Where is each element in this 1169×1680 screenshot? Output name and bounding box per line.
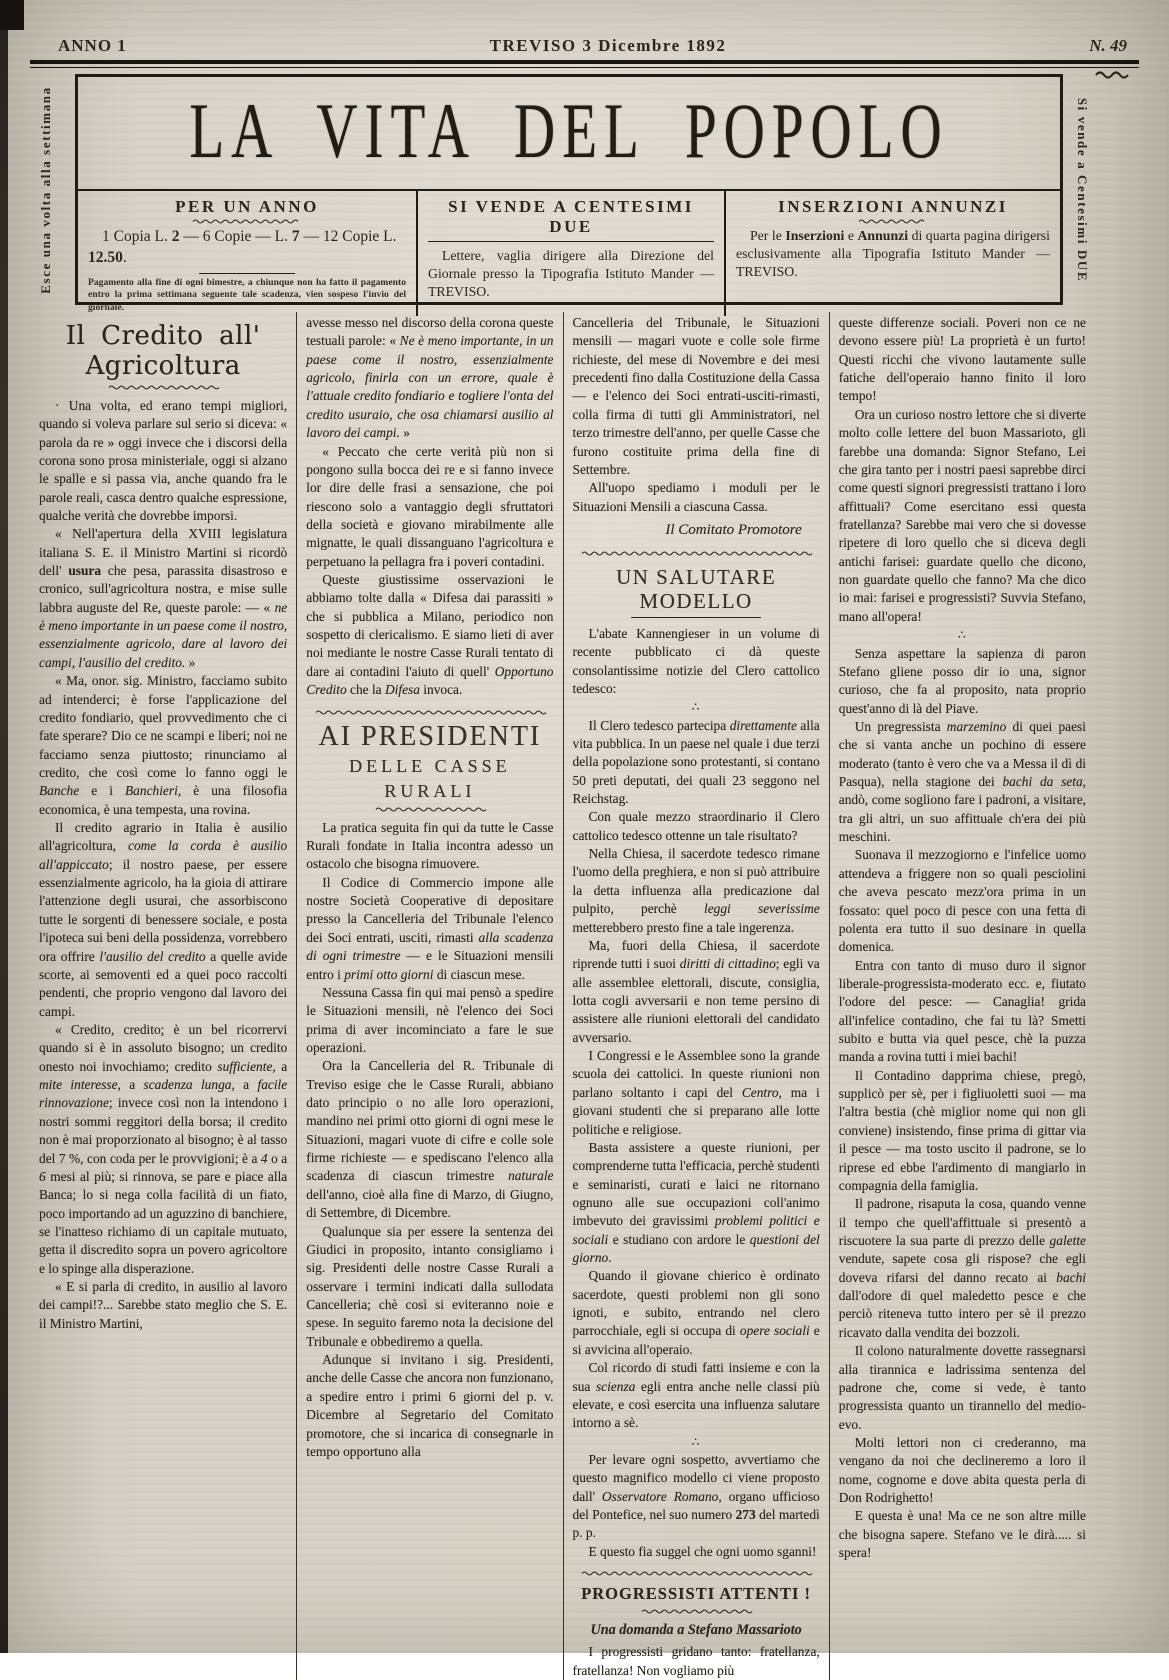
price-box [416,191,724,316]
paragraph: E questa è una! Ma ce ne son altre mille che bisogna sapere. Stefano ve le dirà..... si spera! [838,1508,1086,1561]
paragraph: Quando il giovane chierico è ordinato sacerdote, questi problemi non gli sono ignoti, e subito, entrando nel clero parrocchiale, egli si occupa di opere sociali e si avvicina all'operaio. [572,1268,820,1357]
squiggle-rule-icon [192,218,302,225]
section-dots-separator: ∴ [958,628,967,643]
issue-date: TREVISO 3 Dicembre 1892 [489,36,727,55]
wavy-rule-icon [641,1608,751,1615]
paragraph: All'uopo spediamo i moduli per le Situazioni Mensili a ciascuna Cassa. [572,480,820,514]
wavy-rule-icon [315,709,545,716]
paragraph-continuation: avesse messo nel discorso della corona queste testuali parole: « Ne è meno importante, in un paese come il nostro, essenzialmente agricolo, finirla con un errore, quale è l'attuale credito fondiario e togliere l'onta del credito usuraio, che osa chiamarsi ausilio al lavoro dei campi. » [306,315,554,441]
paragraph: Qualunque sia per essere la sentenza dei Giudici in proposito, intanto consigliamo i sig. Presidenti delle nostre Casse Rurali a osservare i termini indicati dalla sullodata Cancelleria; chè così si eviteranno noie e spese. In seguito faremo nota la decisione del Tribunale e obbediremo a quella. [306,1223,554,1349]
signature: Il Comitato Promotore [665,521,802,538]
issue-number: N. 49 [1089,36,1127,55]
paragraph: Queste giustissime osservazioni le abbiamo tolte dalla « Difesa dai parassiti » che si pubblica a Milano, periodico non sospetto di clericalismo. E siamo lieti di aver noi mediante le nostre Casse Rurali tentato di dare ai contadini l'aiuto di quell' Opportuno Credito che la Difesa invoca. [306,572,554,698]
squiggle-rule-icon [858,218,928,225]
scan-edge-strip [0,0,8,1653]
subscription-title: PER UN ANNO [175,197,319,216]
paragraph: Con quale mezzo straordinario il Clero cattolico tedesco ottenne un tale risultato? [572,809,820,843]
section-dots-separator: ∴ [691,700,701,715]
column-1 [30,312,296,1680]
anno-label: ANNO 1 [58,36,127,55]
header-rule [30,60,1139,68]
ads-box-text: Per le Inserzioni e Annunzi di quarta pagina dirigersi esclusivamente alla Tipografia Istituto Mander — TREVISO. [736,228,1050,279]
article-headline: Il Credito all' Agricoltura [65,321,261,381]
paragraph: « E si parla di credito, in ausilio al lavoro dei campi!?... Sarebbe stato meglio che S. E. il Ministro Martini, [39,1279,288,1331]
paragraph: L'abate Kannengieser in un volume di recente pubblicato ci dà queste consolantissime notizie del Clero cattolico tedesco: [572,625,820,696]
article-subheadline: DELLE CASSE RURALI [349,756,511,801]
paragraph: I Congressi e le Assemblee sono la grande scuola dei cattolici. In queste riunioni non parlano soltanto i capi del Centro, ma i giovani studenti che si preparano alle lotte politiche e religiose. [572,1048,820,1137]
price-box-text: Lettere, vaglia dirigere alla Direzione del Giornale presso la Tipografia Istituto Mander — TREVISO. [428,248,714,299]
paragraph: Nella Chiesa, il sacerdote tedesco rimane l'uomo della preghiera, e non si può attribuire la detta influenza alla predicazione dal pulpito, perchè leggi severissime metterebbero presto fine a tale ingerenza. [572,846,820,935]
paragraph: Entra con tanto di muso duro il signor liberale-progressista-moderato ecc. e, fiutato l'odore del pesce: — Canaglia! grida all'infelice contadino, che fai tu là? Smetti subito e butta via quel pesce, chè la puzza manda a rovina tutti i miei bachi! [838,957,1086,1065]
left-vertical-motto: Esce una volta alla settimana [38,86,53,294]
paragraph-continuation: queste differenze sociali. Poveri non ce ne devono essere più! La proprietà è un furto! Questi ricchi che vivono lautamente sulle fatiche dell'operaio hanno finito il loro tempo! [838,315,1086,404]
paragraph: Per levare ogni sospetto, avvertiamo che questo magnifico modello ci viene proposto dall' Osservatore Romano, organo ufficioso del Pontefice, nel suo numero 273 del martedì p. p. [572,1452,820,1541]
section-dots-separator: ∴ [691,1434,701,1449]
paragraph: Il Contadino dapprima chiese, pregò, supplicò per sè, per i figliuoletti suoi — ma l'altra bestia (chè miglior nome qui non gli conviene) insistendo, finse prima di gittar via il pesce — ma tosto uscito il padrone, se lo riprese ed ebbe l'ardimento di mangiarlo in compagnia della famiglia. [838,1067,1086,1193]
paragraph: « Nell'apertura della XVIII legislatura italiana S. E. il Ministro Martini si ricordò dell' usura che pesa, parassita disastroso e cronico, sull'agricoltura nostra, e mise sulle labbra auguste del Re, queste parole: — « ne è meno importante in un paese come il nostro, essenzialmente agricolo, dare al lavoro dei campi, l'ausilio del credito. » [39,526,288,670]
paragraph: « Ma, onor. sig. Ministro, facciamo subito ad intenderci; è forse l'applicazione del credito fondiario, quel provvedimento che ci fate sperare? Dio ce ne scampi e liberi; noi ne facciamo senza piuttosto; rinunciamo al credito, che così come lo fanno oggi le Banche e i Banchieri, è una filosofia economica, è una tempesta, una rovina. [39,673,288,817]
paragraph: Ma, fuori della Chiesa, il sacerdote riprende tutti i suoi diritti di cittadino; egli va alle assemblee elettorali, discute, consiglia, lotta cogli avversarii e non teme persino di assistere alle riunioni elettorali del candidato avversario. [572,937,820,1045]
ads-box [724,191,1060,316]
paragraph: Adunque si invitano i sig. Presidenti, anche delle Casse che ancora non funzionano, a spedire entro i primi 6 giorni del p. v. Dicembre al Segretario del Comitato promotore, che si incarica di consegnarle in tempo opportuno alla [306,1352,554,1459]
paragraph: Ora un curioso nostro lettore che si diverte molto colle lettere del buon Massarioto, gli farebbe una domanda: Signor Stefano, Lei che gira tanto per i nostri paesi saprebbe dirci come questi signori pregressisti trattano i loro affittuali? Come esercitano essi questa fratellanza? Sarebbe mai vero che si dovesse ripetere di loro quello che si diceva degli antichi farisei: guardate quello che dicono, non guardate quello che fanno? Ma che dico io mai: farisei e progressisti? Suvvia Stefano, mano all'opera! [838,406,1086,624]
subscription-note: Pagamento alla fine di ogni bimestre, a chiunque non ha fatto il pagamento entro la prima settimana seguente tale scadenza, vien sospeso l'invio del giornale. [88,276,406,313]
masthead-title-wrap [78,77,1060,189]
right-vertical-motto: Si vende a Centesimi DUE [1075,97,1090,283]
short-rule [199,273,295,274]
paragraph: Il credito agrario in Italia è ausilio all'agricoltura, come la corda è ausilio all'appiccato; il nostro paese, per essere essenzialmente agricolo, ha la gioia di attirare l'attenzione degli usurai, che assorbiscono tutte le sorgenti di benessere sociale, e posta l'ipoteca sui beni della possidenza, vorrebbero ora offrire l'ausilio del credito a quelle avide scorte, ai semoventi ed a quei poco raccolti pendenti, che proprio vengono dal lavoro dei campi. [39,820,288,1019]
paragraph: I progressisti gridano tanto: fratellanza, fratellanza! Non vogliamo più [572,1644,820,1678]
newspaper-title: LA VITA DEL POPOLO [189,87,949,175]
column-3 [563,312,829,1680]
paragraph: Senza aspettare la sapienza di paron Stefano gliene posso dir io una, signor curioso, che fa al proposito, nata proprio quest'anno di là del Piave. [838,645,1086,716]
column-4 [829,312,1095,1680]
paragraph: · Una volta, ed erano tempi migliori, quando si voleva parlare sul serio si diceva: « parola da re » oggi invece che i discorsi della corona sono prosa ministeriale, oggi si alzano le spalle e si passa via, anche quando fra le parole reali, casca dentro qualche espressione, qualche verità che dovrebbe imporsi. [39,397,288,523]
paragraph: Il Clero tedesco partecipa direttamente alla vita pubblica. In un paese nel quale i due terzi della popolazione sono protestanti, si contano 50 preti deputati, dei quali 23 seggono nel Reichstag. [572,717,820,807]
wavy-rule-icon [108,384,218,391]
masthead-info-row [78,189,1060,313]
paragraph: Il Codice di Commercio impone alle nostre Società Cooperative di depositare presso la Cancelleria del Tribunale l'elenco dei Soci entrati, usciti, rimasti alla scadenza di ogni trimestre — e le Situazioni mensili entro i primi otto giorni di ciascun mese. [306,874,554,982]
article-headline: AI PRESIDENTI [318,720,542,752]
masthead [75,74,1063,313]
wavy-rule-icon [581,1570,811,1577]
paragraph: Suonava il mezzogiorno e l'infelice uomo attendeva a friggere non so quali pesciolini che aveva pescato mezz'ora prima in un fossato: quel poco di pesce con una fetta di polenta era tutto il suo desinare in quella domenica. [838,847,1086,955]
full-rule [428,241,714,242]
article-kicker: Una domanda a Stefano Massarioto [590,1621,802,1638]
paragraph: « Peccato che certe verità più non si pongono sulla bocca dei re e si fanno invece lor dire delle frasi a sensazione, che poi riescono solo a vantaggio degli sfruttatori della società e giovano mirabilmente alle mignatte, le quali dissanguano l'agricoltura e perpetuano la pellagra fra i poveri contadini. [306,443,554,569]
paragraph-continuation: Cancelleria del Tribunale, le Situazioni mensili — magari vuote e colle sole firme richieste, del mese di Novembre e dei mesi precedenti fino dalla Costituzione della Cassa — e l'elenco dei Soci entrati-usciti-rimasti, colla firma di tutti gli Amministratori, nel terzo trimestre dell'anno, per quelle Casse che furono costituite prima della fine di Settembre. [572,315,820,477]
article-headline: PROGRESSISTI ATTENTI ! [581,1584,812,1604]
short-rule [631,617,761,618]
subscription-prices: 1 Copia L. 2 — 6 Copie — L. 7 — 12 Copie L. 12.50. [88,228,397,266]
paragraph: Molti lettori non ci crederanno, ma vengano da noi che declineremo a loro il nome, cognome e dove abita questa perla di Don Rodrighetto! [838,1434,1086,1506]
paragraph: « Credito, credito; è un bel ricorrervi quando si è in assoluto bisogno; un credito onesto noi invochiamo; credito sufficiente, a mite interesse, a scadenza lunga, a facile rinnovazione; invece così non la intendono i nostri sommi reggitori della borsa; il credito non è mai proporzionato al bisogno; è al tasso del 7 %, con coda per le provvigioni; è a 4 o a 6 mesi al più; si rinnova, se pare e piace alla Banca; lo si nega colla facilità di un fiato, poco importando ad un aguzzino di banchiere, se l'inatteso richiamo di un capitale mutuato, getta il discredito sopra un povero agricoltore e lo spinge alla disperazione. [39,1022,288,1276]
wavy-rule-icon [581,550,811,557]
price-box-title: SI VENDE A CENTESIMI DUE [448,197,694,236]
paragraph: Col ricordo di studi fatti insieme e con la sua scienza egli entra anche nelle classi più elevate, e così esercita una influenza salutare intorno a sè. [572,1360,820,1431]
paragraph: Basta assistere a queste riunioni, per comprenderne tutta l'efficacia, perchè studenti e seminaristi, curati e laici ne ritornano ognuno alle sue occupazioni coll'animo imbevuto dei gravissimi problemi politici e sociali e studiano con ardore le questioni del giorno. [572,1139,820,1266]
paragraph: Il colono naturalmente dovette rassegnarsi alla tirannica e ladrissima sentenza del padrone che, come si vede, è tanto progressista quanto un tirannello del medio-evo. [838,1343,1086,1432]
paragraph: Ora la Cancelleria del R. Tribunale di Treviso esige che le Casse Rurali, abbiano dato principio o no alle loro operazioni, mandino nei primi otto giorni di ogni mese le Situazioni, magari vuote di cifre e colle sole firme richieste — e spediscano l'elenco alla scadenza di ciascun trimestre naturale dell'anno, cioè alla fine di Marzo, di Giugno, di Settembre, di Dicembre. [306,1058,554,1221]
paragraph: E questo fia suggel che ogni uomo sganni! [588,1543,817,1559]
subscription-box [78,191,416,316]
scan-corner-artifact [0,0,24,30]
paragraph: Un pregressista marzemino di quei paesi che si vanta anche un pochino di essere moderato (tanto è vero che va a Messa il dì di Pasqua), nella stagione dei bachi da seta, andò, come sogliono fare i padroni, a visitare, tra gli altri, un suo affittuale ch'era dei più meschini. [838,718,1086,845]
pen-mark-artifact [1095,70,1129,80]
paragraph: La pratica seguita fin qui da tutte le Casse Rurali fondate in Italia incontra adesso un ostacolo che bisogna rimuovere. [306,819,554,872]
paragraph: Nessuna Cassa fin qui mai pensò a spedire le Situazioni mensili, nè l'elenco dei Soci prima di aver incominciato a fare le sue operazioni. [306,984,554,1055]
column-2 [296,312,562,1680]
wavy-rule-icon [375,806,485,813]
top-bar [58,36,1127,56]
article-headline: UN SALUTARE MODELLO [616,564,777,613]
article-columns [30,312,1095,1678]
ads-box-title: INSERZIONI ANNUNZI [778,197,1008,216]
paragraph: Il padrone, risaputa la cosa, quando venne il tempo che quell'affittuale si presentò a riscuotere la sua parte di prezzo delle galette vendute, sapete cosa gli rispose? che egli doveva rifarsi del danno recato ai bachi dall'odore di quel maledetto pesce e che perciò riteneva tutto intero per sè il prezzo ricavato dalla vendita dei bozzoli. [838,1196,1086,1340]
